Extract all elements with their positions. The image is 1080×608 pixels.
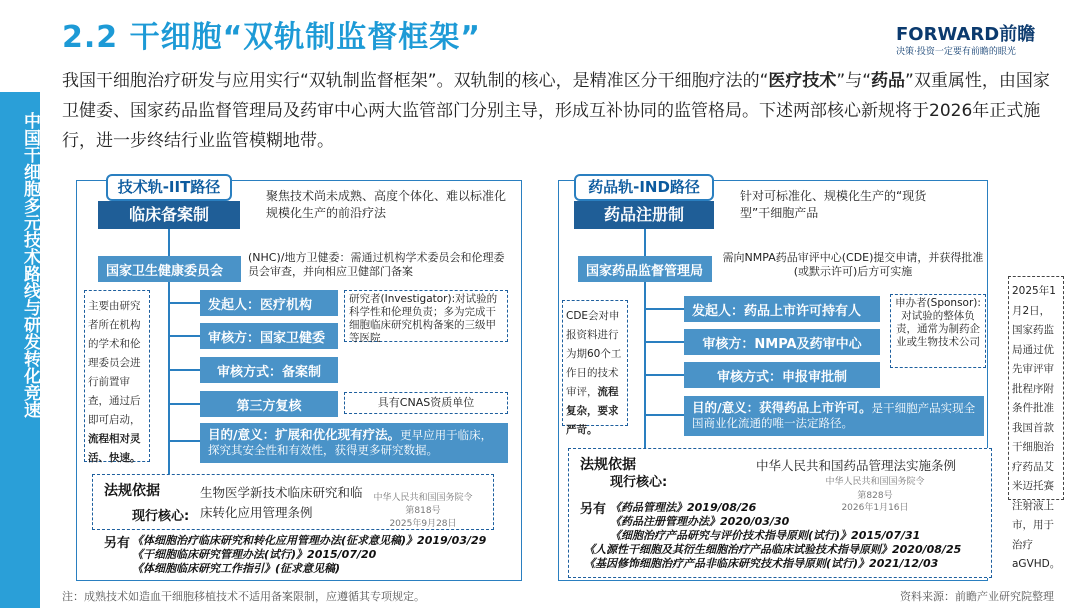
left-order: 第818号 <box>405 506 441 516</box>
left-law-label: 法规依据 <box>104 483 160 499</box>
right-law-3: 《细胞治疗产品研究与评价技术指导原则(试行)》2015/07/31 <box>610 529 921 542</box>
left-method: 审核方式：备案制 <box>200 357 338 383</box>
left-trunk <box>168 282 170 482</box>
left-core-label: 现行核心: <box>132 509 190 524</box>
left-track-desc: 聚焦技术尚未成熟、高度个体化、难以标准化规模化生产的前沿疗法 <box>266 189 507 220</box>
right-branch-3 <box>644 374 684 376</box>
left-council: 中华人民共和国国务院令 <box>373 493 473 503</box>
intro-bold-medical: 医疗技术 <box>768 71 837 91</box>
left-reviewer: 审核方：国家卫健委 <box>200 323 338 349</box>
right-initiator-desc: 申办者(Sponsor):对试验的整体负责，通常为制药企业或生物技术公司 <box>890 294 986 368</box>
left-third-party: 第三方复核 <box>200 391 338 417</box>
left-order-date: 2025年9月28日 <box>389 519 457 529</box>
brand-tagline: 决策·投资一定要有前瞻的眼光 <box>896 47 1016 57</box>
right-council: 中华人民共和国国务院令 <box>825 477 925 487</box>
left-law-1: 《体细胞治疗临床研究和转化应用管理办法(征求意见稿)》2019/03/29 <box>132 534 487 547</box>
left-authority-desc: (NHC)/地方卫健委：需通过机构学术委员会和伦理委员会审查，并向相应卫健部门备案 <box>248 251 505 278</box>
right-initiator: 发起人：药品上市许可持有人 <box>684 296 880 322</box>
right-track-desc: 针对可标准化、规模化生产的“现货型”干细胞产品 <box>740 189 927 220</box>
right-track-type: 药品注册制 <box>574 201 714 229</box>
right-law-1: 《药品管理法》2019/08/26 <box>610 501 757 514</box>
left-branch-2 <box>168 335 200 337</box>
left-branch-5 <box>168 440 200 442</box>
intro-bold-drug: 药品 <box>871 71 906 91</box>
left-purpose: 目的/意义：扩展和优化现有疗法。更早应用于临床，探究其安全性和有效性，获得更多研究数据。 <box>200 423 508 463</box>
right-method: 审核方式：申报审批制 <box>684 362 880 388</box>
right-law-4: 《人源性干细胞及其衍生细胞治疗产品临床试验技术指导原则》2020/08/25 <box>584 543 962 556</box>
left-branch-1 <box>168 302 200 304</box>
footer-source: 资料来源：前瞻产业研究院整理 <box>900 590 1054 603</box>
right-side-note: CDE会对申报资料进行为期60个工作日的技术审评，流程复杂，要求严苛。 <box>562 300 628 426</box>
right-reviewer: 审核方：NMPA及药审中心 <box>684 329 880 355</box>
right-order: 第828号 <box>857 491 893 501</box>
left-connector <box>168 229 170 259</box>
right-branch-2 <box>644 341 684 343</box>
right-core-reg: 中华人民共和国药品管理法实施条例 <box>756 458 957 473</box>
left-track-title: 技术轨-IIT路径 <box>106 174 232 201</box>
footer-note: 注：成熟技术如造血干细胞移植技术不适用备案限制，应遵循其专项规定。 <box>62 590 425 603</box>
right-law-label: 法规依据 <box>580 457 636 473</box>
left-law-3: 《体细胞临床研究工作指引》(征求意见稿) <box>132 562 341 575</box>
left-third-party-desc: 具有CNAS资质单位 <box>344 392 508 414</box>
left-core-reg: 生物医学新技术临床研究和临床转化应用管理条例 <box>200 485 363 520</box>
right-approval-note: 2025年1月2日，国家药监局通过优先审评审批程序附条件批准我国首款干细胞治疗药品艾米迈托赛注射液上市，用于治疗aGVHD。 <box>1008 276 1064 500</box>
right-order-date: 2026年1月16日 <box>841 503 909 513</box>
brand-logo: FORWARD前瞻 <box>896 24 1036 45</box>
right-core-label: 现行核心: <box>610 475 668 490</box>
sidebar-title: 中国干细胞多元技术路线与研发转化竞速 <box>20 112 40 418</box>
left-branch-4 <box>168 403 200 405</box>
left-track-type: 临床备案制 <box>98 201 240 229</box>
right-also-label: 另有 <box>580 502 607 517</box>
right-authority-desc: 需向NMPA药品审评中心(CDE)提交申请，并获得批准(或默示许可)后方可实施 <box>722 251 984 278</box>
left-also-label: 另有 <box>104 536 131 551</box>
left-initiator-desc: 研究者(Investigator):对试验的科学性和伦理负责；多为完成干细胞临床研究机构备案的三级甲等医院 <box>344 290 508 342</box>
right-branch-1 <box>644 308 684 310</box>
left-authority: 国家卫生健康委员会 <box>98 256 241 282</box>
right-branch-4 <box>644 414 684 416</box>
page-title: 2.2 干细胞“双轨制监督框架” <box>62 20 482 55</box>
left-branch-3 <box>168 369 200 371</box>
right-track-title: 药品轨-IND路径 <box>574 174 714 201</box>
right-purpose: 目的/意义：获得药品上市许可。是干细胞产品实现全国商业化流通的唯一法定路径。 <box>684 396 984 436</box>
intro-paragraph: 我国干细胞治疗研发与应用实行“双轨制监督框架”。双轨制的核心，是精准区分干细胞疗法的“医疗技术”与“药品”双重属性，由国家卫健委、国家药品监督管理局及药审中心两大监管部门分别主导，形成互补协同的监管格局。下述两部核心新规将于2026年正式施行，进一步终结行业监管模糊地带。 <box>62 71 1050 151</box>
right-law-5: 《基因修饰细胞治疗产品非临床研究技术指导原则(试行)》2021/12/03 <box>584 557 939 570</box>
right-authority: 国家药品监督管理局 <box>578 256 712 282</box>
left-law-2: 《干细胞临床研究管理办法(试行)》2015/07/20 <box>132 548 377 561</box>
left-side-note: 主要由研究者所在机构的学术和伦理委员会进行前置审查，通过后即可启动，流程相对灵活、快速。 <box>84 290 150 462</box>
right-connector <box>644 229 646 259</box>
right-law-2: 《药品注册管理办法》2020/03/30 <box>610 515 790 528</box>
left-initiator: 发起人：医疗机构 <box>200 290 338 316</box>
